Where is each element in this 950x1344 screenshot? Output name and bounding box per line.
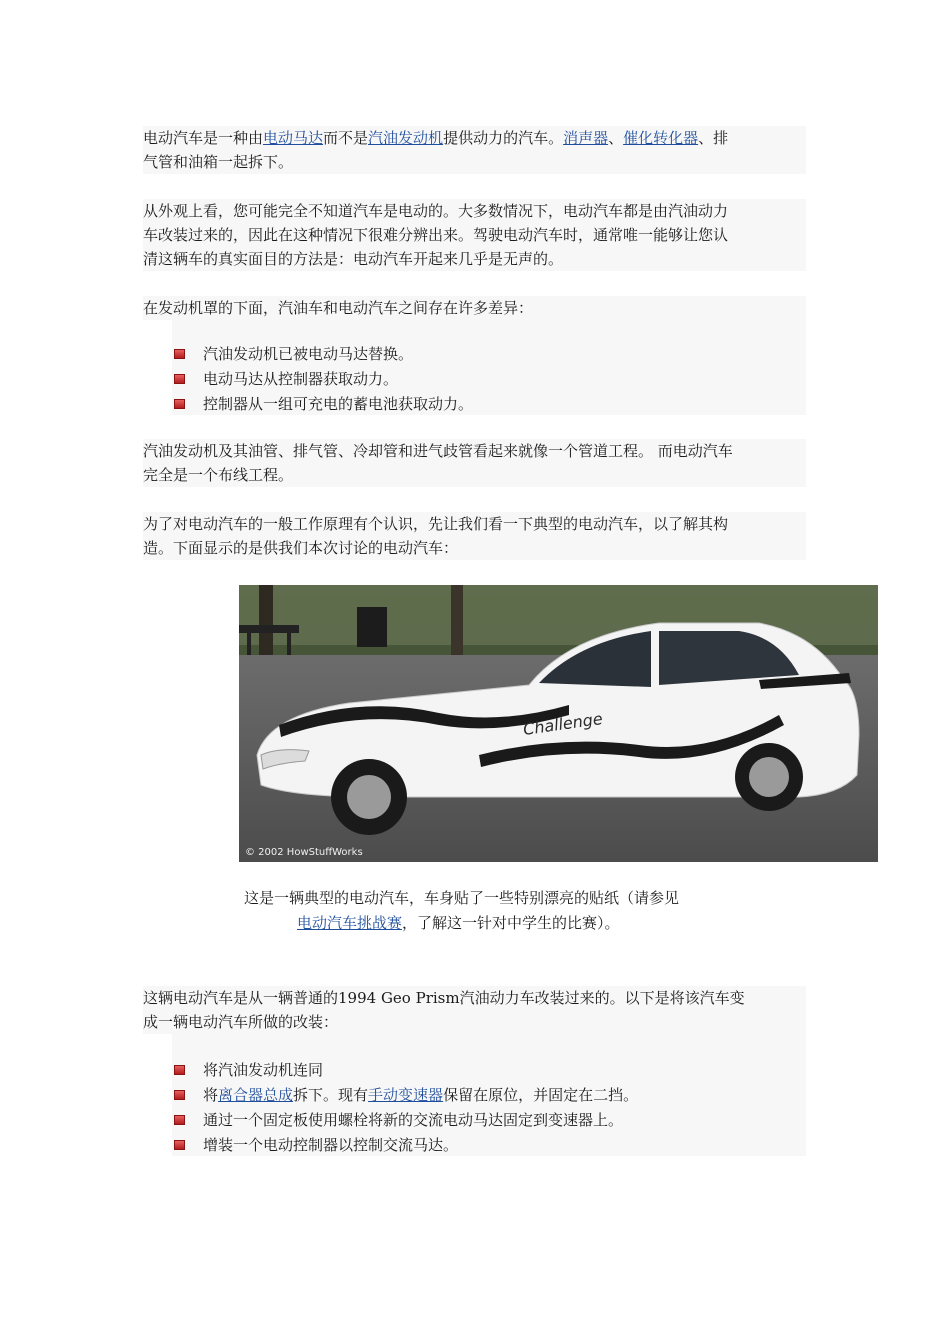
red-square-bullet-icon [174,374,185,384]
intro-line-2: 气管和油箱一起拆下。 [143,153,294,171]
red-square-bullet-icon [174,1065,185,1075]
link-gasoline-engine[interactable]: 汽油发动机 [368,129,444,147]
link-manual-transmission[interactable]: 手动变速器 [368,1086,444,1104]
link-ev-challenge[interactable]: 电动汽车挑战赛 [297,914,403,932]
red-square-bullet-icon [174,349,185,359]
intro-paragraph-1 [143,126,806,174]
car-illustration [239,585,878,862]
plumbing-paragraph: 汽油发动机及其油管、排气管、冷却管和进气歧管看起来就像一个管道工程。 而电动汽车 完全是一个布线工程。 [143,439,806,487]
decal-text: Challenge [521,709,604,739]
list-item: 通过一个固定板使用螺栓将新的交流电动马达固定到变速器上。 [172,1108,806,1133]
conversion-paragraph: 这辆电动汽车是从一辆普通的1994 Geo Prism汽油动力车改装过来的。以下是将该汽车变 成一辆电动汽车所做的改装： [143,986,806,1034]
photo-caption-line-1: 这是一辆典型的电动汽车，车身贴了一些特别漂亮的贴纸（请参见 [244,889,680,907]
red-square-bullet-icon [174,1090,185,1100]
red-square-bullet-icon [174,1115,185,1125]
differences-list [172,320,806,415]
photo-copyright: © 2002 HowStuffWorks [245,847,363,858]
intro-line-1: 电动汽车是一种由电动马达而不是汽油发动机提供动力的汽车。消声器、催化转化器、排 [143,129,729,147]
intro-paragraph-3: 在发动机罩的下面，汽油车和电动汽车之间存在许多差异： [143,296,806,320]
link-muffler[interactable]: 消声器 [563,129,609,147]
trash-bin [357,607,387,647]
link-clutch-assembly[interactable]: 离合器总成 [218,1086,294,1104]
electric-car-photo [239,585,878,862]
list-item: 汽油发动机已被电动马达替换。 [172,342,806,367]
list-item: 电动马达从控制器获取动力。 [172,367,806,392]
red-square-bullet-icon [174,1140,185,1150]
intro-paragraph-2: 从外观上看，您可能完全不知道汽车是电动的。大多数情况下，电动汽车都是由汽油动力 车改装过来的，因此在这种情况下很难分辨出来。驾驶电动汽车时，通常唯一能够让您认 清这辆车的真实面目的方法是：电动汽车开起来几乎是无声的。 [143,199,806,271]
list-item: 将汽油发动机连同 [172,1058,806,1083]
list-item: 将离合器总成拆下。现有手动变速器保留在原位，并固定在二挡。 [172,1083,806,1108]
list-item: 增装一个电动控制器以控制交流马达。 [172,1133,806,1158]
red-square-bullet-icon [174,399,185,409]
list-item: 控制器从一组可充电的蓄电池获取动力。 [172,392,806,417]
link-electric-motor[interactable]: 电动马达 [263,129,324,147]
link-catalytic-converter[interactable]: 催化转化器 [623,129,699,147]
photo-caption-line-2: 电动汽车挑战赛，了解这一针对中学生的比赛）。 [297,914,620,932]
overview-paragraph: 为了对电动汽车的一般工作原理有个认识，先让我们看一下典型的电动汽车，以了解其构 造。下面显示的是供我们本次讨论的电动汽车： [143,512,806,560]
conversion-list [172,1034,806,1156]
